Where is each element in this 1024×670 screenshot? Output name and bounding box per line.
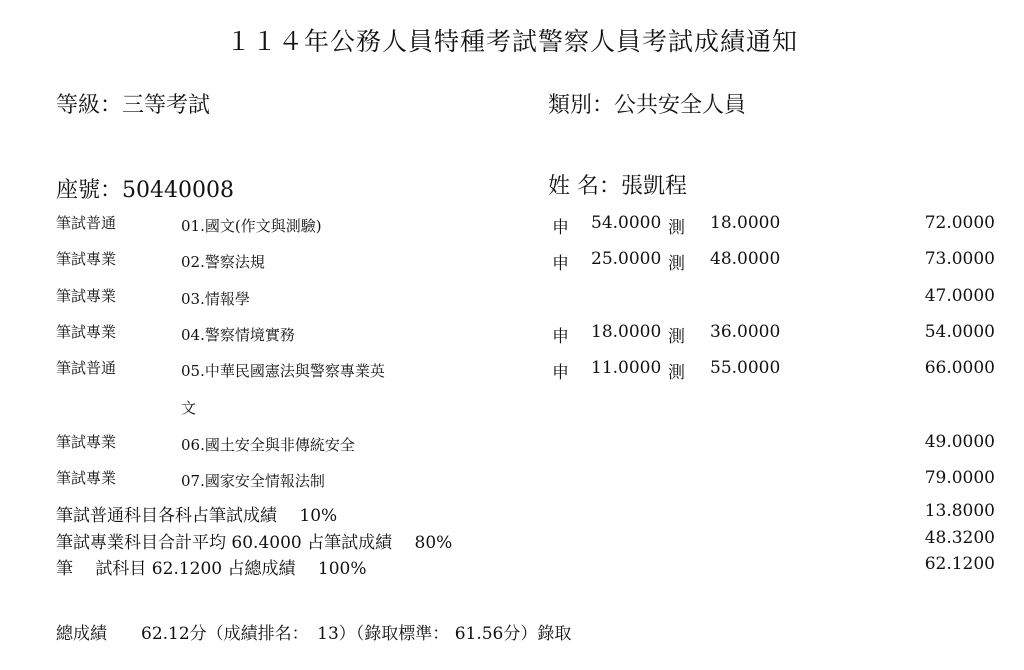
- subject-type: 筆試專業: [56, 287, 117, 305]
- subject-total: 66.0000: [924, 358, 995, 378]
- test-mark: 測: [668, 327, 685, 347]
- seat-label: 座號：: [56, 178, 123, 203]
- subject-total: 49.0000: [924, 432, 995, 452]
- test-mark: 測: [668, 218, 685, 238]
- subject-total: 54.0000: [924, 322, 995, 342]
- subject-name: 01.國文(作文與測驗): [181, 217, 322, 235]
- test-score: 55.0000: [710, 358, 781, 378]
- essay-mark: 申: [552, 254, 569, 274]
- category-label: 類別：: [548, 93, 615, 118]
- test-score: 48.0000: [710, 249, 781, 269]
- grade-field: [56, 88, 210, 119]
- subject-total: 79.0000: [924, 468, 995, 488]
- subject-total: 47.0000: [924, 286, 995, 306]
- subject-name: 04.警察情境實務: [181, 326, 295, 344]
- subject-name: 07.國家安全情報法制: [181, 472, 325, 490]
- name-field: [548, 169, 687, 200]
- subject-type: 筆試普通: [56, 214, 117, 232]
- essay-score: 11.0000: [591, 358, 662, 378]
- subject-type: 筆試專業: [56, 433, 117, 451]
- category-field: [548, 88, 746, 119]
- page-title: １１４年公務人員特種考試警察人員考試成績通知: [225, 27, 798, 56]
- summary-value: 48.3200: [924, 528, 995, 548]
- summary-text: 筆試普通科目各科占筆試成績 10%: [56, 506, 338, 526]
- essay-score: 54.0000: [591, 213, 662, 233]
- final-result: 總成績 62.12分（成績排名： 13）（錄取標準： 61.56分）錄取: [56, 624, 572, 644]
- name-value: 張凱程: [621, 174, 688, 199]
- essay-mark: 申: [552, 327, 569, 347]
- test-mark: 測: [668, 363, 685, 383]
- subject-name: 06.國土安全與非傳統安全: [181, 436, 355, 454]
- summary-text: 筆 試科目 62.1200 占總成績 100%: [56, 559, 367, 579]
- subject-total: 73.0000: [924, 249, 995, 269]
- subject-type: 筆試專業: [56, 469, 117, 487]
- test-score: 18.0000: [710, 213, 781, 233]
- essay-score: 18.0000: [591, 322, 662, 342]
- subject-type: 筆試專業: [56, 250, 117, 268]
- essay-mark: 申: [552, 218, 569, 238]
- essay-mark: 申: [552, 363, 569, 383]
- grade-value: 三等考試: [122, 93, 211, 118]
- subject-name: 02.警察法規: [181, 253, 265, 271]
- name-label: 姓 名：: [548, 174, 621, 199]
- test-score: 36.0000: [710, 322, 781, 342]
- seat-value: 50440008: [122, 178, 234, 203]
- essay-score: 25.0000: [591, 249, 662, 269]
- grade-label: 等級：: [56, 93, 123, 118]
- summary-text: 筆試專業科目合計平均 60.4000 占筆試成績 80%: [56, 533, 453, 553]
- subject-name: 03.情報學: [181, 290, 250, 308]
- category-value: 公共安全人員: [614, 93, 747, 118]
- seat-field: [56, 173, 234, 204]
- subject-type: 筆試普通: [56, 359, 117, 377]
- subject-name-continued: 文: [181, 399, 197, 417]
- subject-total: 72.0000: [924, 213, 995, 233]
- summary-value: 13.8000: [924, 501, 995, 521]
- subject-name: 05.中華民國憲法與警察專業英: [181, 362, 385, 380]
- test-mark: 測: [668, 254, 685, 274]
- subject-type: 筆試專業: [56, 323, 117, 341]
- summary-value: 62.1200: [924, 554, 995, 574]
